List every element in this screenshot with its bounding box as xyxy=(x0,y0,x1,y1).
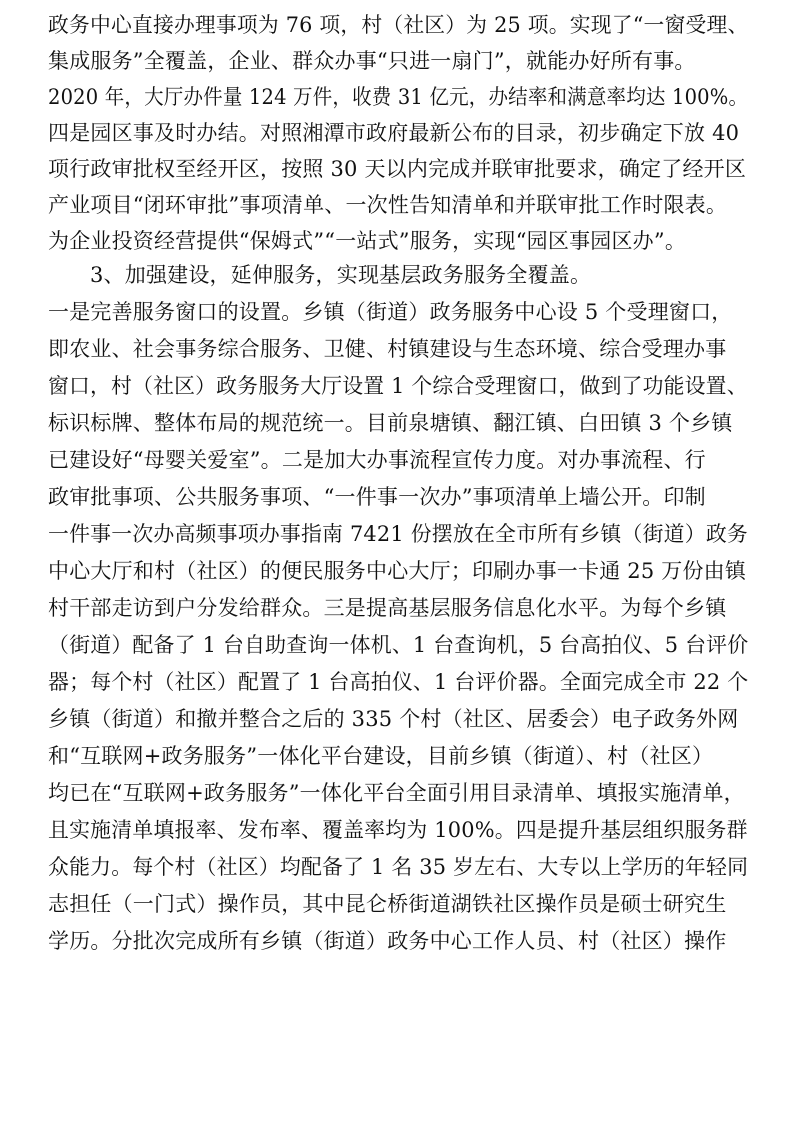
body-text-line: 和“互联网+政务服务”一体化平台建设，目前乡镇（街道）、村（社区） xyxy=(48,744,714,768)
body-text-line: 集成服务”全覆盖，企业、群众办事“只进一扇门”，就能办好所有事。 xyxy=(48,49,696,73)
body-text-line: 项行政审批权至经开区，按照 30 天以内完成并联审批要求，确定了经开区 xyxy=(48,157,747,181)
body-text-line: 政务中心直接办理事项为 76 项，村（社区）为 25 项。实现了“一窗受理、 xyxy=(48,13,749,37)
section-heading: 3、加强建设，延伸服务，实现基层政务服务全覆盖。 xyxy=(90,263,592,287)
body-text-line: 2020 年，大厅办件量 124 万件，收费 31 亿元，办结率和满意率均达 100%。 xyxy=(48,85,749,109)
body-text-line: 乡镇（街道）和撤并整合之后的 335 个村（社区、居委会）电子政务外网 xyxy=(48,707,739,731)
body-text-line: 中心大厅和村（社区）的便民服务中心大厅；印刷办事一卡通 25 万份由镇 xyxy=(48,559,747,583)
body-text-line: 已建设好“母婴关爱室”。二是加大办事流程宣传力度。对办事流程、行 xyxy=(48,448,706,472)
body-text-line: 学历。分批次完成所有乡镇（街道）政务中心工作人员、村（社区）操作 xyxy=(48,929,727,953)
body-text-line: 政审批事项、公共服务事项、“一件事一次办”事项清单上墙公开。印制 xyxy=(48,485,706,509)
body-text-line: 一件事一次办高频事项办事指南 7421 份摆放在全市所有乡镇（街道）政务 xyxy=(48,522,748,546)
body-text-line: 均已在“互联网+政务服务”一体化平台全面引用目录清单、填报实施清单， xyxy=(48,781,745,805)
body-text-line: 产业项目“闭环审批”事项清单、一次性告知清单和并联审批工作时限表。 xyxy=(48,193,728,217)
body-text-line: 村干部走访到户分发给群众。三是提高基层服务信息化水平。为每个乡镇 xyxy=(48,596,727,620)
body-text-line: 标识标牌、整体布局的规范统一。目前泉塘镇、翻江镇、白田镇 3 个乡镇 xyxy=(48,411,733,435)
body-text-line: 且实施清单填报率、发布率、覆盖率均为 100%。四是提升基层组织服务群 xyxy=(48,818,748,842)
body-text-line: 窗口，村（社区）政务服务大厅设置 1 个综合受理窗口，做到了功能设置、 xyxy=(48,374,748,398)
body-text-line: 四是园区事及时办结。对照湘潭市政府最新公布的目录，初步确定下放 40 xyxy=(48,121,740,145)
body-text-line: 器；每个村（社区）配置了 1 台高拍仪、1 台评价器。全面完成全市 22 个 xyxy=(48,670,749,694)
body-text-line: 即农业、社会事务综合服务、卫健、村镇建设与生态环境、综合受理办事 xyxy=(48,337,727,361)
body-text-line: （街道）配备了 1 台自助查询一体机、1 台查询机，5 台高拍仪、5 台评价 xyxy=(48,633,749,657)
body-text-line: 志担任（一门式）操作员，其中昆仑桥街道湖铁社区操作员是硕士研究生 xyxy=(48,892,727,916)
body-text-line: 众能力。每个村（社区）均配备了 1 名 35 岁左右、大专以上学历的年轻同 xyxy=(48,855,749,879)
body-text-line: 为企业投资经营提供“保姆式”“一站式”服务，实现“园区事园区办”。 xyxy=(48,229,687,253)
body-text-line: 一是完善服务窗口的设置。乡镇（街道）政务服务中心设 5 个受理窗口， xyxy=(48,300,733,324)
